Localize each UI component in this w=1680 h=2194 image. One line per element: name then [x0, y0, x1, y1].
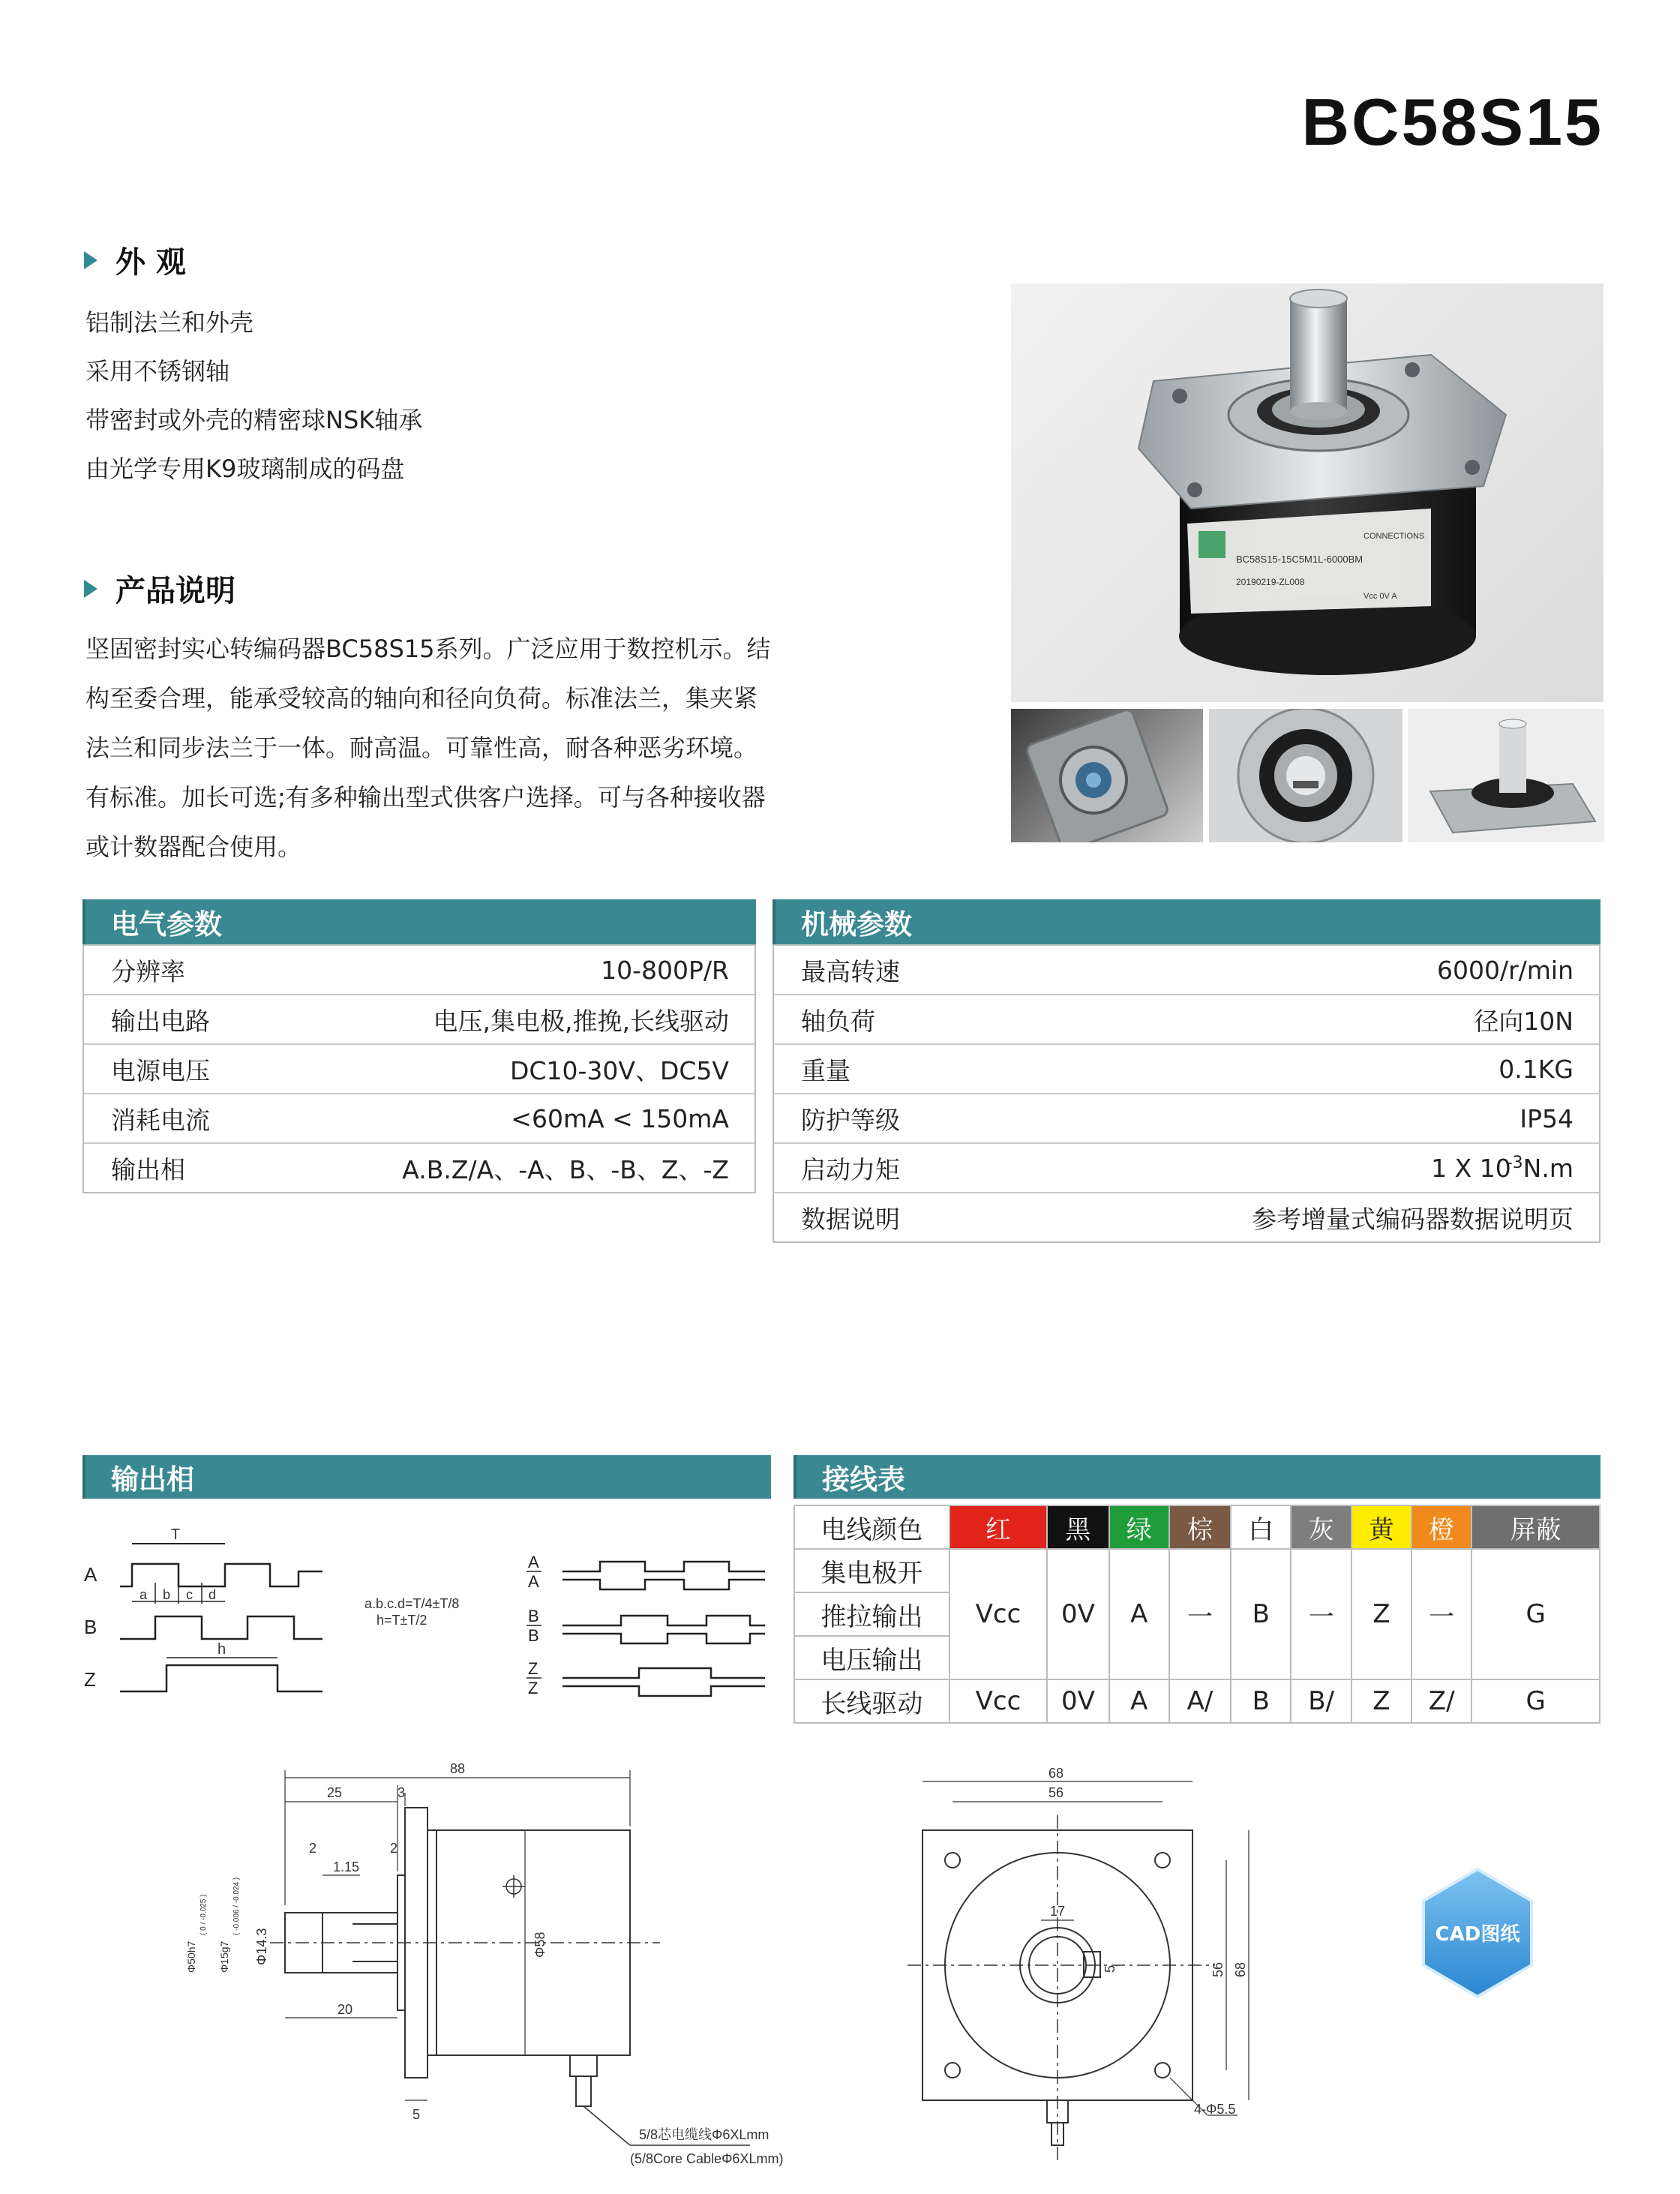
- param-value: 10-800P/R: [601, 955, 729, 985]
- output-type-label: 长线驱动: [794, 1679, 950, 1723]
- wire-color-shield: 屏蔽: [1472, 1505, 1600, 1549]
- feature-item: 由光学专用K9玻璃制成的码盘: [86, 455, 405, 483]
- cable-spec-en: (5/8Core CableΦ6XLmm): [630, 2151, 784, 2166]
- wire-value: Z: [1352, 1679, 1412, 1723]
- dim-phi15-tolerance: ( -0.006 / -0.024 ): [232, 1877, 241, 1935]
- wire-value: Z: [1352, 1549, 1412, 1679]
- mechanical-params-table: [772, 899, 1600, 1243]
- table-row: [84, 994, 754, 1043]
- param-value: 径向10N: [1474, 1006, 1574, 1036]
- feature-list: [86, 299, 422, 494]
- torque-exponent: -3: [1506, 1153, 1523, 1172]
- dim-20: 20: [338, 2002, 353, 2017]
- dim-3: 3: [398, 1785, 406, 1800]
- mounting-holes: 4-Φ5.5: [1194, 2102, 1236, 2117]
- feature-item: 采用不锈钢轴: [86, 357, 230, 386]
- appearance-heading: [84, 239, 186, 281]
- dim-5: 5: [412, 2107, 421, 2122]
- param-name: 启动力矩: [801, 1154, 900, 1184]
- description-line: 或计数器配合使用。: [86, 833, 302, 861]
- param-value: IP54: [1520, 1103, 1574, 1133]
- sub-label-c: c: [186, 1587, 193, 1602]
- wire-color-black: 黑: [1047, 1505, 1108, 1549]
- mechanical-params-header: 机械参数: [772, 899, 1600, 944]
- sub-label-b: b: [163, 1587, 171, 1602]
- description-line: 构至委合理，能承受较高的轴向和径向负荷。标准法兰，集夹紧: [86, 684, 758, 713]
- output-phase-header: 输出相: [82, 1455, 771, 1499]
- dim-68-side: 68: [1233, 1961, 1248, 1977]
- param-name: 输出电路: [111, 1006, 210, 1036]
- diff-label-z-bar: Z: [528, 1679, 538, 1697]
- photo-label-line: BC58S15-15C5M1L-6000BM: [1236, 554, 1364, 565]
- thumbnail-connector: [1011, 709, 1203, 842]
- thumbnail-shaft-end: [1209, 709, 1402, 842]
- table-row: [84, 944, 754, 994]
- dim-56-side: 56: [1210, 1961, 1226, 1977]
- description-line: 坚固密封实心转编码器BC58S15系列。广泛应用于数控机示。结: [86, 635, 771, 663]
- param-value: 6000/r/min: [1436, 955, 1574, 985]
- torque-base: 1 X 10: [1431, 1153, 1511, 1183]
- signal-label-b: B: [84, 1616, 98, 1638]
- appearance-title: 外 观: [116, 245, 186, 280]
- h-label: h: [218, 1641, 226, 1658]
- wire-value: B: [1231, 1679, 1291, 1723]
- sub-label-a: a: [140, 1587, 148, 1602]
- wire-color-orange: 橙: [1412, 1505, 1472, 1549]
- wire-color-white: 白: [1231, 1505, 1291, 1549]
- diff-label-b: B: [528, 1607, 539, 1625]
- dim-2a: 2: [309, 1841, 317, 1856]
- param-name: 消耗电流: [111, 1105, 210, 1135]
- period-label: T: [171, 1526, 181, 1543]
- wire-value: Vcc: [950, 1549, 1047, 1679]
- param-value: DC10-30V、DC5V: [510, 1055, 729, 1085]
- table-row: [774, 1093, 1599, 1142]
- bullet-triangle-icon: [84, 251, 98, 269]
- sub-label-d: d: [208, 1587, 217, 1602]
- dim-5-keyway: 5: [1102, 1964, 1118, 1973]
- mechanical-params-body: [772, 944, 1600, 1243]
- dim-phi50-tolerance: ( 0 / -0.025 ): [200, 1894, 208, 1935]
- diff-label-z: Z: [528, 1659, 538, 1678]
- param-value: A.B.Z/A、-A、B、-B、Z、-Z: [402, 1154, 729, 1184]
- param-name: 防护等级: [801, 1105, 900, 1135]
- dim-17: 17: [1050, 1904, 1066, 1919]
- dim-25: 25: [327, 1785, 343, 1800]
- product-photo: [1011, 284, 1604, 702]
- dim-88: 88: [450, 1761, 466, 1776]
- output-phase-diagram: [75, 1508, 780, 1703]
- output-type-label: 电压输出: [794, 1636, 950, 1679]
- table-row: [794, 1549, 1600, 1592]
- wire-value: B: [1231, 1549, 1291, 1679]
- dim-56-top: 56: [1048, 1785, 1064, 1800]
- electrical-params-table: [82, 899, 756, 1193]
- param-value: 0.1KG: [1498, 1054, 1574, 1084]
- description-text: [86, 624, 771, 872]
- cad-drawing-button[interactable]: [1419, 1866, 1536, 2000]
- table-row: [774, 944, 1599, 994]
- description-title: 产品说明: [116, 574, 236, 608]
- wire-value: A/: [1169, 1679, 1231, 1723]
- electrical-params-header: 电气参数: [82, 899, 756, 944]
- table-row: [84, 1142, 754, 1192]
- param-value: 参考增量式编码器数据说明页: [1252, 1204, 1574, 1234]
- side-view-drawing: [180, 1755, 870, 2175]
- wire-value: G: [1472, 1679, 1600, 1723]
- torque-unit: N.m: [1522, 1153, 1574, 1183]
- wire-value: Vcc: [950, 1679, 1047, 1723]
- diff-label-a-bar: A: [528, 1572, 539, 1591]
- feature-item: 铝制法兰和外壳: [86, 308, 254, 337]
- table-row: [794, 1505, 1600, 1549]
- wire-color-brown: 棕: [1169, 1505, 1231, 1549]
- wire-color-green: 绿: [1109, 1505, 1169, 1549]
- wire-color-red: 红: [950, 1505, 1047, 1549]
- wire-value: 一: [1412, 1549, 1472, 1679]
- cable-spec-cn: 5/8芯电缆线Φ6XLmm: [639, 2127, 770, 2142]
- wire-color-yellow: 黄: [1352, 1505, 1412, 1549]
- description-line: 有标准。加长可选;有多种输出型式供客户选择。可与各种接收器: [86, 783, 766, 812]
- output-type-label: 集电极开: [794, 1549, 950, 1592]
- param-name: 轴负荷: [801, 1006, 875, 1036]
- output-type-label: 推拉输出: [794, 1592, 950, 1636]
- table-row: [84, 1093, 754, 1142]
- model-title: BC58S15: [1301, 85, 1604, 159]
- wire-value: 一: [1291, 1549, 1351, 1679]
- thumbnail-flange: [1408, 709, 1604, 842]
- feature-item: 带密封或外壳的精密球NSK轴承: [86, 406, 423, 434]
- photo-label-line: CONNECTIONS: [1364, 532, 1425, 541]
- dim-68-top: 68: [1048, 1766, 1064, 1781]
- param-name: 最高转速: [801, 956, 900, 986]
- table-row: [84, 1043, 754, 1093]
- dim-phi50: Φ50h7: [185, 1940, 197, 1973]
- electrical-params-body: [82, 944, 756, 1193]
- param-name: 电源电压: [111, 1055, 210, 1085]
- wire-value: 0V: [1047, 1679, 1108, 1723]
- dim-phi15: Φ15g7: [218, 1940, 230, 1973]
- table-row: [774, 1043, 1599, 1093]
- param-name: 重量: [801, 1055, 850, 1085]
- signal-label-a: A: [84, 1563, 98, 1586]
- diff-label-b-bar: B: [528, 1626, 539, 1645]
- wire-value: A: [1109, 1679, 1169, 1723]
- dim-phi14: Φ14.3: [254, 1928, 269, 1965]
- param-value: 电压,集电极,推挽,长线驱动: [433, 1006, 729, 1036]
- diff-label-a: A: [528, 1553, 539, 1571]
- wire-value: B/: [1291, 1679, 1351, 1723]
- table-row: [794, 1679, 1600, 1723]
- cad-badge-label: CAD图纸: [1435, 1923, 1520, 1946]
- wiring-table-header: 接线表: [794, 1455, 1600, 1499]
- photo-label-line: Vcc 0V A: [1364, 592, 1397, 601]
- dim-1-15: 1.15: [333, 1859, 360, 1874]
- param-name: 输出相: [111, 1154, 185, 1184]
- param-value: <60mA < 150mA: [511, 1103, 729, 1133]
- bullet-triangle-icon: [84, 580, 98, 598]
- table-row: [774, 994, 1599, 1043]
- description-line: 法兰和同步法兰于一体。耐高温。可靠性高，耐各种恶劣环境。: [86, 734, 758, 762]
- param-value: [1431, 1154, 1574, 1183]
- wire-value: G: [1472, 1549, 1600, 1679]
- table-row: [774, 1192, 1599, 1241]
- formula-h: h=T±T/2: [376, 1613, 428, 1628]
- dim-phi58: Φ58: [532, 1931, 548, 1958]
- formula-abcd: a.b.c.d=T/4±T/8: [364, 1596, 460, 1611]
- dim-2b: 2: [390, 1841, 398, 1856]
- photo-label-line: 20190219-ZL008: [1236, 577, 1305, 587]
- wire-color-label: 电线颜色: [794, 1505, 950, 1549]
- wire-color-gray: 灰: [1291, 1505, 1351, 1549]
- signal-label-z: Z: [84, 1668, 96, 1691]
- wire-value: 一: [1169, 1549, 1231, 1679]
- description-heading: [84, 567, 236, 610]
- front-view-drawing: [892, 1755, 1282, 2175]
- wire-value: 0V: [1047, 1549, 1108, 1679]
- wire-value: Z/: [1412, 1679, 1472, 1723]
- wiring-table: [794, 1505, 1600, 1724]
- param-name: 数据说明: [801, 1204, 900, 1234]
- wire-value: A: [1109, 1549, 1169, 1679]
- table-row: [774, 1142, 1599, 1192]
- param-name: 分辨率: [111, 956, 185, 986]
